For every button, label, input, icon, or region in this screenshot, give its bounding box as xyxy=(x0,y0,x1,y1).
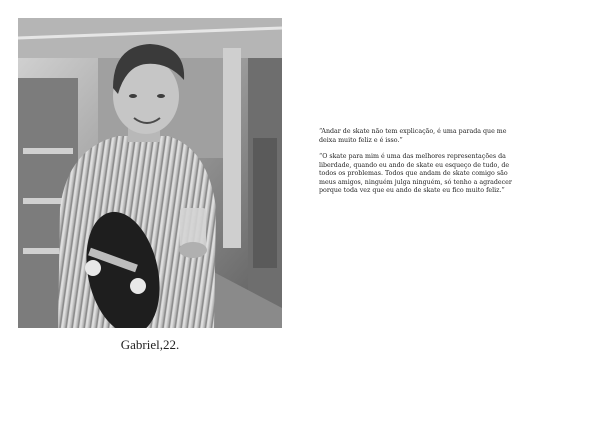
quotes-block xyxy=(319,128,519,204)
quote-paragraph: “O skate para mim é uma das melhores representações da liberdade, quando eu ando de skate eu esqueço de tudo, de todos os problemas. Todos que andam de skate comigo são meus amigos, ninguém julga ninguém, só tenho a agradecer porque toda vez que eu ando de skate eu fico muito feliz.” xyxy=(319,153,512,194)
quote-paragraph: “Andar de skate não tem explicação, é uma parada que me deixa muito feliz e é isso.” xyxy=(319,128,507,144)
photo-caption: Gabriel,22. xyxy=(120,337,180,352)
portrait-photo xyxy=(18,18,282,328)
photo-illustration xyxy=(18,18,282,328)
